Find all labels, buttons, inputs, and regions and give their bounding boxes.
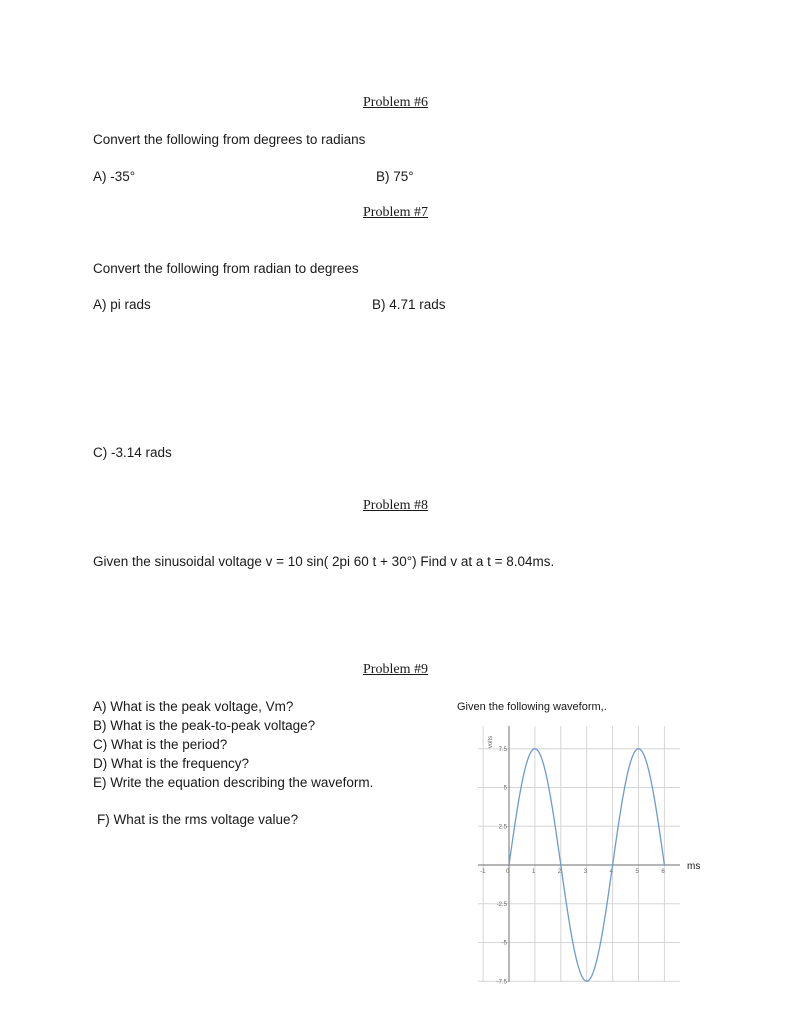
- chart-grid: [478, 726, 680, 982]
- x-tick-label: 6: [661, 869, 665, 875]
- problem9-question-d: D) What is the frequency?: [93, 756, 250, 771]
- problem6-heading: Problem #6: [363, 95, 428, 110]
- problem9-heading: Problem #9: [363, 662, 428, 677]
- waveform-chart: [470, 724, 710, 986]
- problem9-question-e: E) Write the equation describing the waveform.: [93, 775, 374, 790]
- chart-ticks: [480, 747, 665, 986]
- problem9-question-b: B) What is the peak-to-peak voltage?: [93, 718, 316, 733]
- problem9-question-list: [93, 697, 373, 792]
- x-tick-label: 1: [531, 869, 536, 875]
- problem9-question-a: A) What is the peak voltage, Vm?: [93, 699, 294, 714]
- problem6-instruction: Convert the following from degrees to radians: [93, 132, 366, 147]
- x-tick-label: 3: [583, 869, 588, 875]
- waveform-caption: Given the following waveform,.: [457, 701, 607, 713]
- x-tick-label: 4: [609, 869, 613, 875]
- problem7-part-b: B) 4.71 rads: [372, 297, 446, 312]
- problem8-question: Given the sinusoidal voltage v = 10 sin( 2pi 60 t + 30°) Find v at a t = 8.04ms.: [93, 554, 555, 569]
- problem7-part-c: C) -3.14 rads: [93, 445, 172, 460]
- problem7-instruction: Convert the following from radian to degrees: [93, 261, 359, 276]
- y-tick-label: -5: [501, 940, 507, 947]
- x-tick-label: -1: [480, 869, 486, 875]
- x-tick-label: 2: [557, 869, 562, 875]
- y-tick-label: 2.5: [498, 824, 507, 831]
- y-tick-label: -2.5: [496, 901, 507, 908]
- x-tick-label: 5: [635, 869, 639, 875]
- problem7-heading: Problem #7: [363, 205, 428, 220]
- problem7-part-a: A) pi rads: [93, 297, 151, 312]
- problem6-part-a: A) -35°: [93, 169, 136, 184]
- x-tick-label: 0: [506, 869, 510, 875]
- y-axis-label: volts: [488, 735, 494, 749]
- problem9-question-c: C) What is the period?: [93, 737, 228, 752]
- problem6-part-b: B) 75°: [376, 169, 414, 184]
- problem9-rms-question: F) What is the rms voltage value?: [97, 812, 299, 827]
- problem8-heading: Problem #8: [363, 498, 428, 513]
- y-tick-label: 7.5: [498, 746, 507, 753]
- x-axis-label: ms: [687, 861, 701, 872]
- chart-axes: [478, 726, 680, 982]
- y-tick-label: 5: [503, 785, 507, 792]
- y-tick-label: -7.5: [496, 979, 507, 986]
